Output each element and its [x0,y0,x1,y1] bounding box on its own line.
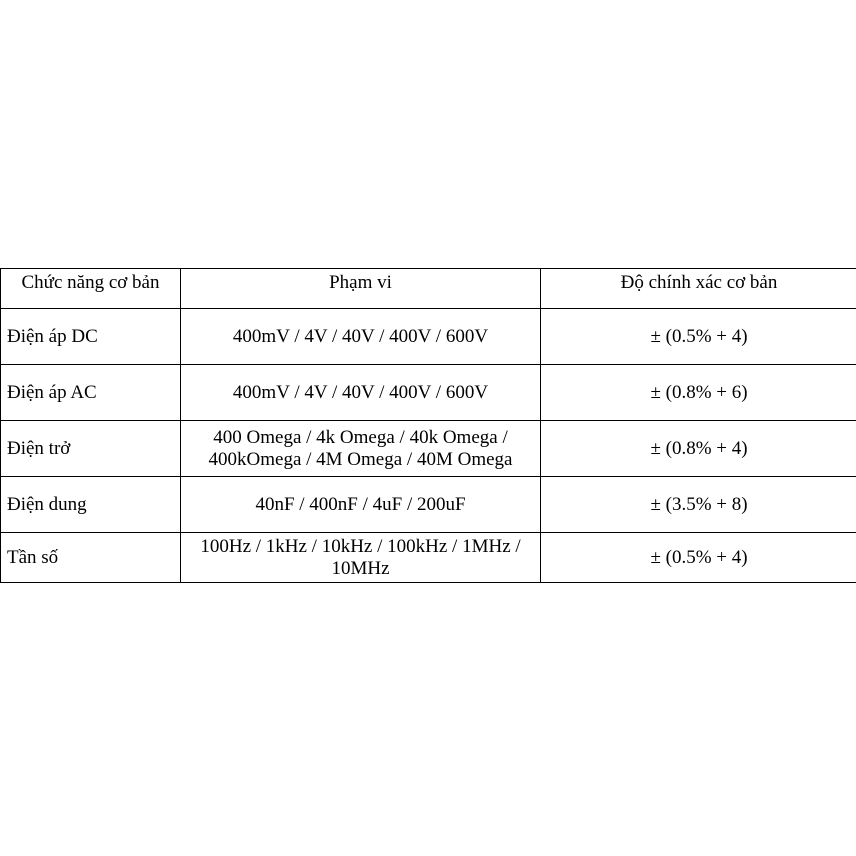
accuracy-cell: ± (0.8% + 6) [541,365,856,421]
function-cell: Điện áp AC [1,365,181,421]
function-cell: Điện dung [1,477,181,533]
function-cell: Điện trở [1,421,181,477]
function-cell: Tần số [1,533,181,583]
range-cell [181,477,541,533]
accuracy-cell: ± (3.5% + 8) [541,477,856,533]
range-cell [181,533,541,583]
table-header-row [1,269,856,309]
range-line: 40nF / 400nF / 4uF / 200uF [255,493,466,515]
accuracy-cell: ± (0.8% + 4) [541,421,856,477]
accuracy-cell: ± (0.5% + 4) [541,533,856,583]
range-line: 400mV / 4V / 40V / 400V / 600V [232,381,489,403]
specification-table [0,268,856,583]
range-line: 100Hz / 1kHz / 10kHz / 100kHz / 1MHz / [200,535,521,557]
range-line: 400mV / 4V / 40V / 400V / 600V [232,325,489,347]
range-line: 10MHz [331,557,390,579]
range-cell [181,309,541,365]
table-row [1,421,856,477]
table-row [1,309,856,365]
range-line: 400 Omega / 4k Omega / 40k Omega / [213,426,508,448]
range-cell [181,421,541,477]
range-line: 400kOmega / 4M Omega / 40M Omega [208,448,513,470]
function-cell: Điện áp DC [1,309,181,365]
header-range: Phạm vi [181,269,541,309]
header-accuracy: Độ chính xác cơ bản [541,269,856,309]
table-row [1,477,856,533]
table-row [1,533,856,583]
range-cell [181,365,541,421]
header-function: Chức năng cơ bản [1,269,181,309]
accuracy-cell: ± (0.5% + 4) [541,309,856,365]
table-row [1,365,856,421]
